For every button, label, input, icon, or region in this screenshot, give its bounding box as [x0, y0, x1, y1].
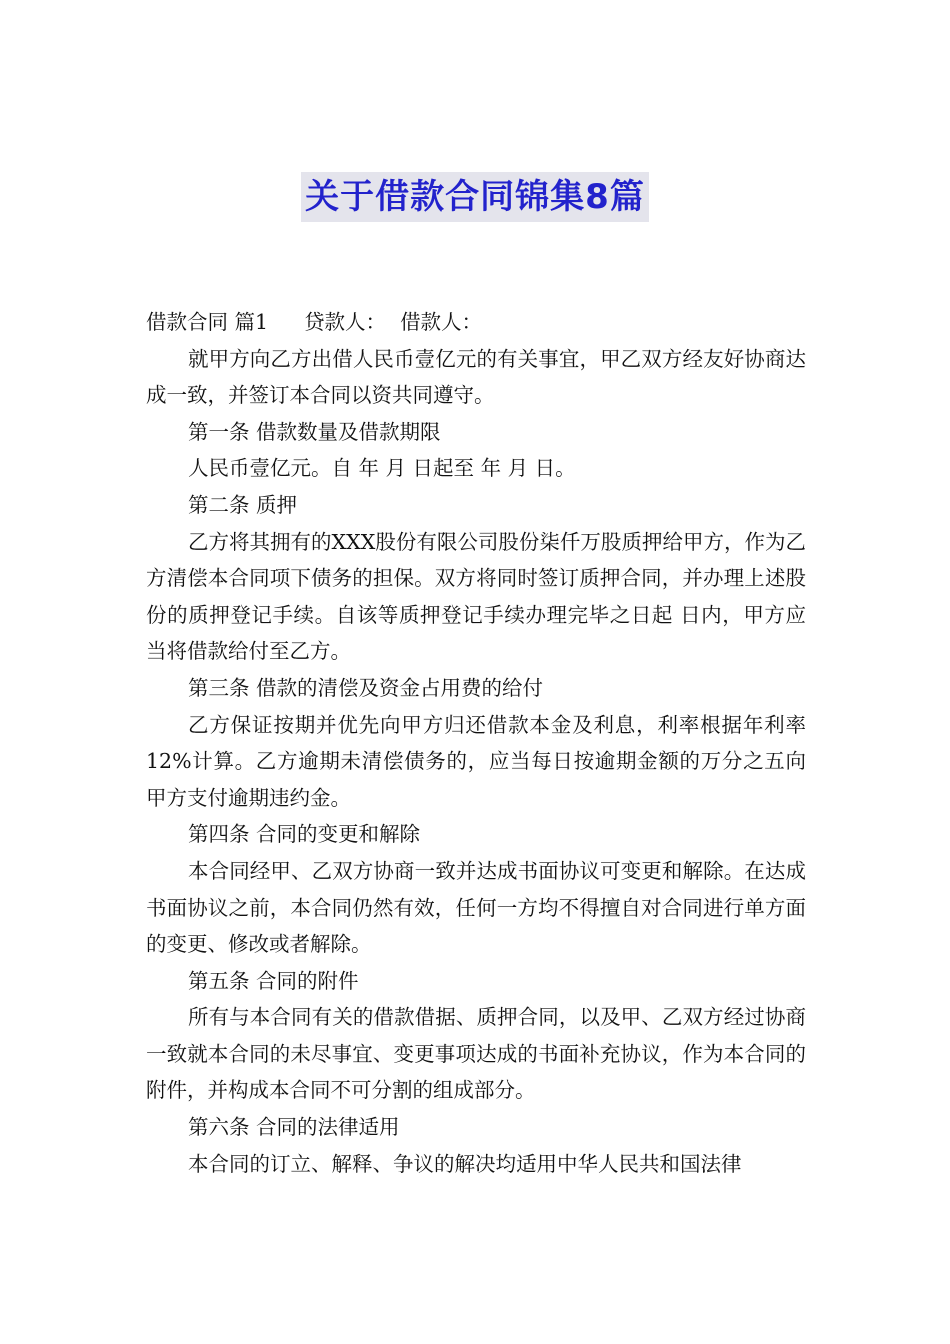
- contract-header-line: [146, 304, 806, 341]
- article-5-text: 所有与本合同有关的借款借据、质押合同，以及甲、乙双方经过协商一致就本合同的未尽事宜、变更事项达成的书面补充协议，作为本合同的附件，并构成本合同不可分割的组成部分。: [146, 1005, 806, 1103]
- title-container: [0, 172, 950, 222]
- article-5-heading: 第五条 合同的附件: [188, 968, 359, 993]
- intro-paragraph: 就甲方向乙方出借人民币壹亿元的有关事宜，甲乙双方经友好协商达成一致，并签订本合同以资共同遵守。: [146, 346, 806, 408]
- article-2-heading: 第二条 质押: [188, 492, 298, 517]
- document-title: 关于借款合同锦集8篇: [301, 172, 649, 222]
- document-body: [146, 304, 806, 1182]
- article-4-heading: 第四条 合同的变更和解除: [188, 822, 421, 847]
- borrower-label: 借款人：: [400, 310, 483, 334]
- article-4-text: 本合同经甲、乙双方协商一致并达成书面协议可变更和解除。在达成书面协议之前，本合同仍然有效，任何一方均不得擅自对合同进行单方面的变更、修改或者解除。: [146, 858, 806, 957]
- article-6-text: 本合同的订立、解释、争议的解决均适用中华人民共和国法律: [188, 1151, 742, 1176]
- article-1-text: 人民币壹亿元。自 年 月 日起至 年 月 日。: [188, 456, 576, 481]
- article-3-heading: 第三条 借款的清偿及资金占用费的给付: [188, 675, 544, 700]
- article-3-text: 乙方保证按期并优先向甲方归还借款本金及利息，利率根据年利率 12%计算。乙方逾期未清偿债务的，应当每日按逾期金额的万分之五向甲方支付逾期违约金。: [146, 712, 806, 810]
- article-1-heading: 第一条 借款数量及借款期限: [188, 419, 441, 444]
- article-2-text: 乙方将其拥有的XXX股份有限公司股份柒仟万股质押给甲方，作为乙方清偿本合同项下债务的担保。双方将同时签订质押合同，并办理上述股份的质押登记手续。自该等质押登记手续办理完毕之日起 日内，甲方应当将借款给付至乙方。: [146, 529, 806, 664]
- section-label: 借款合同 篇1: [146, 310, 269, 334]
- article-6-heading: 第六条 合同的法律适用: [188, 1115, 400, 1140]
- lender-label: 贷款人：: [304, 310, 387, 334]
